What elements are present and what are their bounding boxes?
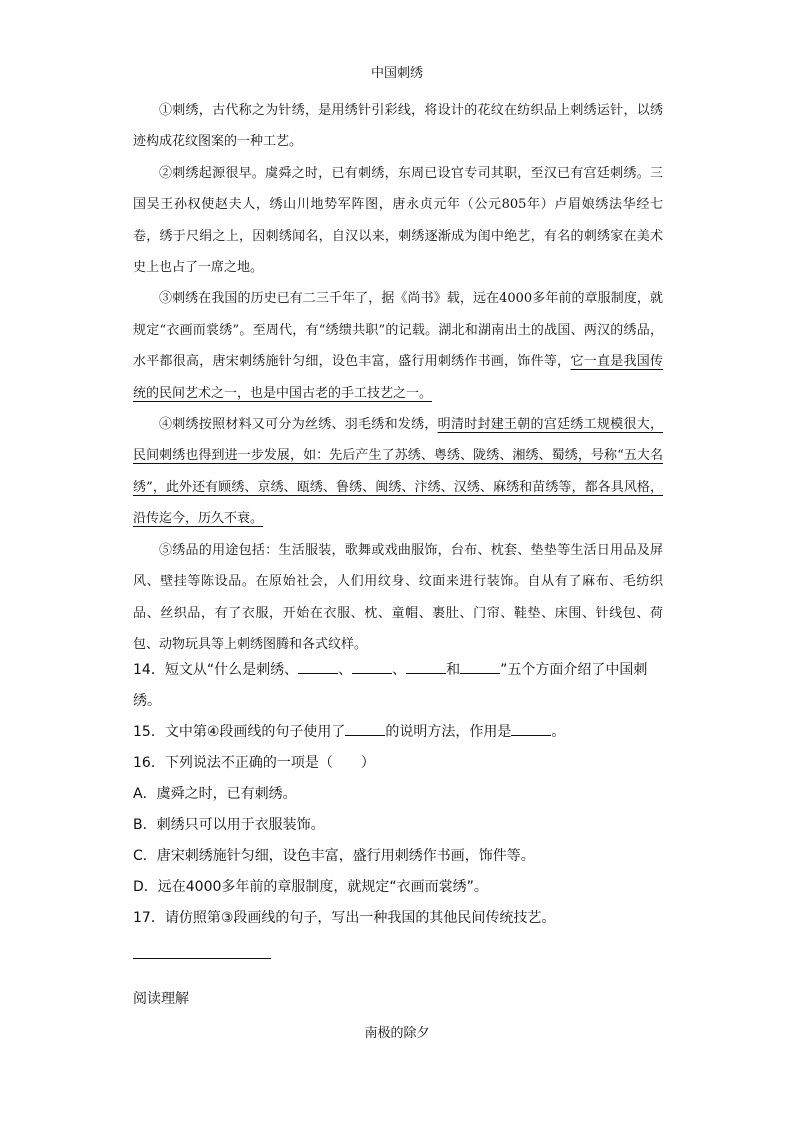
paragraph-3-text: ③刺绣在我国的历史已有二三千年了，据《尚书》载，远在4000多年前的章服制度，就规定“衣画而裳绣”。至周代，有“绣缋共职”的记载。湖北和湖南出土的战国、两汉的绣品，水平都很高，唐宋刺绣施针匀细，设色丰富，盛行用刺绣作书画，饰件等， xyxy=(133,291,663,370)
separator: 、 xyxy=(392,662,407,678)
question-14-text-b: ”五个方面介绍了中国刺绣。 xyxy=(133,662,648,709)
option-b: B．刺绣只可以用于衣服装饰。 xyxy=(133,817,325,833)
question-14 xyxy=(133,655,663,717)
paragraph-3 xyxy=(133,283,663,409)
paragraph-1: ①刺绣，古代称之为针绣，是用绣针引彩线，将设计的花纹在纺织品上刺绣运针，以绣迹构成花纹图案的一种工艺。 xyxy=(133,103,663,150)
paragraph-4-text: ④刺绣按照材料又可分为丝绣、羽毛绣和发绣， xyxy=(159,417,438,433)
next-passage-title: 南极的除夕 xyxy=(364,1026,430,1041)
question-17: 17．请仿照第③段画线的句子，写出一种我国的其他民间传统技艺。 xyxy=(133,910,556,926)
separator: 、 xyxy=(338,662,353,678)
paragraph-3-underlined-sentence: 它一直是我国传统的民间艺术之一，也是中国古老的手工技艺之一。 xyxy=(133,354,663,401)
option-a: A．虞舜之时，已有刺绣。 xyxy=(133,786,297,802)
questions xyxy=(133,655,663,934)
question-16: 16．下列说法不正确的一项是（ ） xyxy=(133,755,375,771)
question-15 xyxy=(133,717,663,748)
option-c: C．唐宋刺绣施针匀细，设色丰富，盛行用刺绣作书画，饰件等。 xyxy=(133,848,535,864)
paragraph-2: ②刺绣起源很早。虞舜之时，已有刺绣，东周已设官专司其职，至汉已有宫廷刺绣。三国吴王孙权使赵夫人，绣山川地势军阵图，唐永贞元年（公元805年）卢眉娘绣法华经七卷，绣于尺绢之上，因刺绣闻名，自汉以来，刺绣逐渐成为闺中绝艺，有名的刺绣家在美术史上也占了一席之地。 xyxy=(133,165,663,276)
answer-blank[interactable] xyxy=(511,720,551,736)
option-d: D．远在4000多年前的章服制度，就规定“衣画而裳绣”。 xyxy=(133,879,488,895)
answer-blank[interactable] xyxy=(406,658,446,674)
question-15-text-a: 15．文中第④段画线的句子使用了 xyxy=(133,724,346,740)
answer-blank[interactable] xyxy=(460,658,500,674)
section-label: 阅读理解 xyxy=(133,991,189,1007)
passage-body xyxy=(133,95,663,660)
paragraph-4-underlined-sentence: 明清时封建王朝的宫廷绣工规模很大，民间刺绣也得到进一步发展，如：先后产生了苏绣、粤绣、陇绣、湘绣、蜀绣，号称“五大名绣”，此外还有顾绣、京绣、瓯绣、鲁绣、闽绣、汴绣、汉绣、麻绣和苗绣等，都各具风格，沿传迄今，历久不衰。 xyxy=(133,417,663,527)
answer-blank[interactable] xyxy=(345,720,385,736)
answer-blank[interactable] xyxy=(298,658,338,674)
answer-line[interactable] xyxy=(133,958,271,959)
question-14-text-a: 14．短文从“什么是刺绣、 xyxy=(133,662,299,678)
passage-title: 中国刺绣 xyxy=(370,66,423,81)
conjunction: 和 xyxy=(446,662,461,678)
question-15-text-c: 。 xyxy=(551,724,566,740)
paragraph-5: ⑤绣品的用途包括：生活服装，歌舞或戏曲服饰，台布、枕套、垫垫等生活日用品及屏风、壁挂等陈设品。在原始社会，人们用纹身、纹面来进行装饰。自从有了麻布、毛纺织品、丝织品，有了衣服，开始在衣服、枕、童帽、裹肚、门帘、鞋垫、床围、针线包、荷包、动物玩具等上刺绣图腾和各式纹样。 xyxy=(133,542,663,652)
question-15-text-b: 的说明方法，作用是 xyxy=(385,724,512,740)
answer-blank[interactable] xyxy=(352,658,392,674)
paragraph-4 xyxy=(133,409,663,535)
